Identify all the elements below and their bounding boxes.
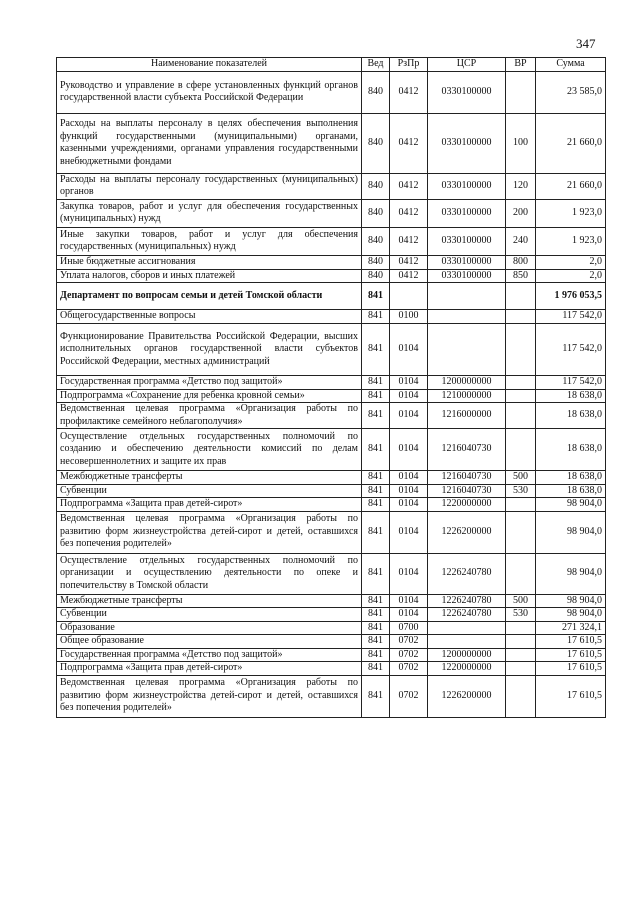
cell-csr: 0330100000: [428, 71, 506, 113]
cell-rzpr: 0702: [390, 662, 428, 676]
cell-rzpr: 0104: [390, 594, 428, 608]
cell-csr: 1216040730: [428, 484, 506, 498]
cell-sum: 98 904,0: [536, 594, 606, 608]
table-row: [57, 621, 606, 635]
cell-vr: [506, 71, 536, 113]
cell-sum: 17 610,5: [536, 648, 606, 662]
cell-sum: 98 904,0: [536, 498, 606, 512]
cell-vr: [506, 403, 536, 429]
cell-csr: [428, 283, 506, 310]
cell-sum: 271 324,1: [536, 621, 606, 635]
cell-name: Подпрограмма «Защита прав детей-сирот»: [57, 498, 362, 512]
cell-ved: 841: [362, 310, 390, 324]
cell-sum: 117 542,0: [536, 376, 606, 390]
table-row: [57, 113, 606, 173]
cell-ved: 840: [362, 199, 390, 227]
cell-vr: [506, 389, 536, 403]
table-row: [57, 283, 606, 310]
cell-csr: 1216040730: [428, 471, 506, 485]
cell-name: Общегосударственные вопросы: [57, 310, 362, 324]
cell-name: Уплата налогов, сборов и иных платежей: [57, 269, 362, 283]
table-row: [57, 635, 606, 649]
cell-ved: 841: [362, 376, 390, 390]
cell-sum: 23 585,0: [536, 71, 606, 113]
cell-rzpr: 0702: [390, 648, 428, 662]
cell-sum: 21 660,0: [536, 173, 606, 199]
cell-name: Подпрограмма «Сохранение для ребенка кровной семьи»: [57, 389, 362, 403]
cell-sum: 98 904,0: [536, 608, 606, 622]
cell-csr: 1226200000: [428, 675, 506, 717]
cell-vr: 100: [506, 113, 536, 173]
cell-rzpr: 0104: [390, 389, 428, 403]
cell-vr: [506, 675, 536, 717]
cell-ved: 841: [362, 429, 390, 471]
cell-rzpr: 0412: [390, 227, 428, 255]
cell-csr: 0330100000: [428, 113, 506, 173]
cell-name: Общее образование: [57, 635, 362, 649]
cell-name: Департамент по вопросам семьи и детей Томской области: [57, 283, 362, 310]
cell-ved: 840: [362, 113, 390, 173]
cell-sum: 18 638,0: [536, 484, 606, 498]
cell-name: Осуществление отдельных государственных полномочий по организации и осуществлению деятельности по опеке и попечительству в Томской области: [57, 553, 362, 594]
cell-rzpr: 0104: [390, 511, 428, 553]
table-row: [57, 471, 606, 485]
cell-sum: 98 904,0: [536, 511, 606, 553]
cell-vr: [506, 511, 536, 553]
cell-name: Подпрограмма «Защита прав детей-сирот»: [57, 662, 362, 676]
cell-vr: [506, 376, 536, 390]
cell-sum: 21 660,0: [536, 113, 606, 173]
cell-csr: 1200000000: [428, 648, 506, 662]
cell-vr: [506, 310, 536, 324]
cell-name: Иные бюджетные ассигнования: [57, 255, 362, 269]
cell-name: Образование: [57, 621, 362, 635]
cell-sum: 1 923,0: [536, 199, 606, 227]
header-name: Наименование показателей: [57, 58, 362, 72]
cell-vr: [506, 621, 536, 635]
cell-ved: 841: [362, 471, 390, 485]
table-row: [57, 324, 606, 376]
table-row: [57, 310, 606, 324]
cell-csr: 1226240780: [428, 553, 506, 594]
cell-sum: 117 542,0: [536, 310, 606, 324]
table-body: [57, 71, 606, 717]
cell-vr: [506, 635, 536, 649]
cell-ved: 841: [362, 662, 390, 676]
cell-name: Межбюджетные трансферты: [57, 471, 362, 485]
cell-name: Руководство и управление в сфере установленных функций органов государственной власти субъекта Российской Федерации: [57, 71, 362, 113]
cell-rzpr: 0104: [390, 471, 428, 485]
cell-rzpr: 0702: [390, 635, 428, 649]
cell-rzpr: 0104: [390, 553, 428, 594]
table-row: [57, 199, 606, 227]
cell-sum: 18 638,0: [536, 429, 606, 471]
table-row: [57, 376, 606, 390]
cell-sum: 17 610,5: [536, 662, 606, 676]
cell-name: Расходы на выплаты персоналу в целях обеспечения выполнения функций государственными (муниципальными) органами, казенными учреждениями, органами управления государственными внебюджетными фондами: [57, 113, 362, 173]
cell-csr: [428, 621, 506, 635]
cell-vr: 200: [506, 199, 536, 227]
cell-name: Ведомственная целевая программа «Организация работы по развитию форм жизнеустройства детей-сирот и детей, оставшихся без попечения родителей»: [57, 511, 362, 553]
cell-vr: 500: [506, 471, 536, 485]
cell-rzpr: 0104: [390, 484, 428, 498]
cell-vr: 850: [506, 269, 536, 283]
cell-vr: 530: [506, 608, 536, 622]
cell-vr: 120: [506, 173, 536, 199]
cell-ved: 841: [362, 389, 390, 403]
header-ved: Вед: [362, 58, 390, 72]
table-row: [57, 594, 606, 608]
table-row: [57, 608, 606, 622]
cell-name: Государственная программа «Детство под защитой»: [57, 648, 362, 662]
cell-rzpr: 0412: [390, 255, 428, 269]
cell-rzpr: 0412: [390, 113, 428, 173]
cell-ved: 841: [362, 324, 390, 376]
cell-sum: 18 638,0: [536, 403, 606, 429]
cell-csr: 0330100000: [428, 227, 506, 255]
cell-csr: 1226240780: [428, 594, 506, 608]
cell-vr: [506, 498, 536, 512]
cell-vr: [506, 648, 536, 662]
table-row: [57, 511, 606, 553]
cell-vr: [506, 553, 536, 594]
cell-rzpr: [390, 283, 428, 310]
cell-vr: [506, 429, 536, 471]
header-vr: ВР: [506, 58, 536, 72]
page-number: 347: [576, 36, 596, 51]
cell-name: Функционирование Правительства Российской Федерации, высших исполнительных органов государственной власти субъектов Российской Федерации, местных администраций: [57, 324, 362, 376]
cell-vr: 800: [506, 255, 536, 269]
cell-rzpr: 0104: [390, 403, 428, 429]
cell-name: Расходы на выплаты персоналу государственных (муниципальных) органов: [57, 173, 362, 199]
header-csr: ЦСР: [428, 58, 506, 72]
cell-sum: 17 610,5: [536, 635, 606, 649]
cell-name: Закупка товаров, работ и услуг для обеспечения государственных (муниципальных) нужд: [57, 199, 362, 227]
cell-name: Ведомственная целевая программа «Организация работы по профилактике семейного неблагополучия»: [57, 403, 362, 429]
cell-rzpr: 0702: [390, 675, 428, 717]
cell-sum: 2,0: [536, 269, 606, 283]
cell-ved: 841: [362, 675, 390, 717]
table-row: [57, 498, 606, 512]
cell-vr: [506, 662, 536, 676]
cell-vr: 240: [506, 227, 536, 255]
cell-csr: 1216000000: [428, 403, 506, 429]
cell-rzpr: 0104: [390, 324, 428, 376]
table-row: [57, 269, 606, 283]
cell-vr: 500: [506, 594, 536, 608]
cell-sum: 1 923,0: [536, 227, 606, 255]
cell-ved: 841: [362, 403, 390, 429]
cell-ved: 841: [362, 484, 390, 498]
cell-csr: [428, 310, 506, 324]
header-rzpr: РзПр: [390, 58, 428, 72]
budget-table: [56, 57, 606, 718]
cell-rzpr: 0412: [390, 173, 428, 199]
cell-name: Субвенции: [57, 608, 362, 622]
cell-rzpr: 0412: [390, 269, 428, 283]
table-row: [57, 648, 606, 662]
cell-csr: 0330100000: [428, 269, 506, 283]
cell-vr: 530: [506, 484, 536, 498]
cell-sum: 2,0: [536, 255, 606, 269]
cell-csr: 0330100000: [428, 173, 506, 199]
cell-rzpr: 0700: [390, 621, 428, 635]
cell-ved: 841: [362, 621, 390, 635]
cell-name: Межбюджетные трансферты: [57, 594, 362, 608]
cell-rzpr: 0412: [390, 199, 428, 227]
cell-csr: 1210000000: [428, 389, 506, 403]
table-row: [57, 484, 606, 498]
table-row: [57, 173, 606, 199]
table-row: [57, 255, 606, 269]
cell-ved: 840: [362, 71, 390, 113]
cell-csr: 1220000000: [428, 662, 506, 676]
cell-vr: [506, 324, 536, 376]
cell-csr: [428, 324, 506, 376]
cell-csr: 1226240780: [428, 608, 506, 622]
cell-ved: 841: [362, 635, 390, 649]
cell-csr: 1216040730: [428, 429, 506, 471]
cell-ved: 841: [362, 498, 390, 512]
cell-rzpr: 0100: [390, 310, 428, 324]
cell-sum: 98 904,0: [536, 553, 606, 594]
cell-name: Осуществление отдельных государственных полномочий по созданию и обеспечению деятельности комиссий по делам несовершеннолетних и защите их прав: [57, 429, 362, 471]
cell-ved: 840: [362, 173, 390, 199]
table-row: [57, 227, 606, 255]
cell-csr: 1220000000: [428, 498, 506, 512]
table-row: [57, 675, 606, 717]
table-row: [57, 553, 606, 594]
table-row: [57, 403, 606, 429]
table-row: [57, 429, 606, 471]
cell-ved: 841: [362, 648, 390, 662]
cell-ved: 841: [362, 553, 390, 594]
table-header-row: [57, 58, 606, 72]
table-row: [57, 662, 606, 676]
cell-csr: 0330100000: [428, 255, 506, 269]
header-sum: Сумма: [536, 58, 606, 72]
cell-csr: 0330100000: [428, 199, 506, 227]
cell-name: Государственная программа «Детство под защитой»: [57, 376, 362, 390]
cell-csr: 1226200000: [428, 511, 506, 553]
cell-name: Субвенции: [57, 484, 362, 498]
cell-rzpr: 0412: [390, 71, 428, 113]
cell-csr: [428, 635, 506, 649]
cell-name: Иные закупки товаров, работ и услуг для обеспечения государственных (муниципальных) нужд: [57, 227, 362, 255]
cell-ved: 841: [362, 594, 390, 608]
table-row: [57, 389, 606, 403]
cell-ved: 840: [362, 269, 390, 283]
cell-name: Ведомственная целевая программа «Организация работы по развитию форм жизнеустройства детей-сирот и детей, оставшихся без попечения родителей»: [57, 675, 362, 717]
cell-ved: 841: [362, 283, 390, 310]
cell-sum: 18 638,0: [536, 389, 606, 403]
cell-csr: 1200000000: [428, 376, 506, 390]
cell-ved: 840: [362, 227, 390, 255]
cell-sum: 18 638,0: [536, 471, 606, 485]
cell-rzpr: 0104: [390, 429, 428, 471]
cell-vr: [506, 283, 536, 310]
cell-rzpr: 0104: [390, 608, 428, 622]
cell-ved: 840: [362, 255, 390, 269]
cell-ved: 841: [362, 608, 390, 622]
cell-rzpr: 0104: [390, 498, 428, 512]
cell-sum: 1 976 053,5: [536, 283, 606, 310]
table-row: [57, 71, 606, 113]
cell-ved: 841: [362, 511, 390, 553]
cell-sum: 117 542,0: [536, 324, 606, 376]
cell-rzpr: 0104: [390, 376, 428, 390]
cell-sum: 17 610,5: [536, 675, 606, 717]
